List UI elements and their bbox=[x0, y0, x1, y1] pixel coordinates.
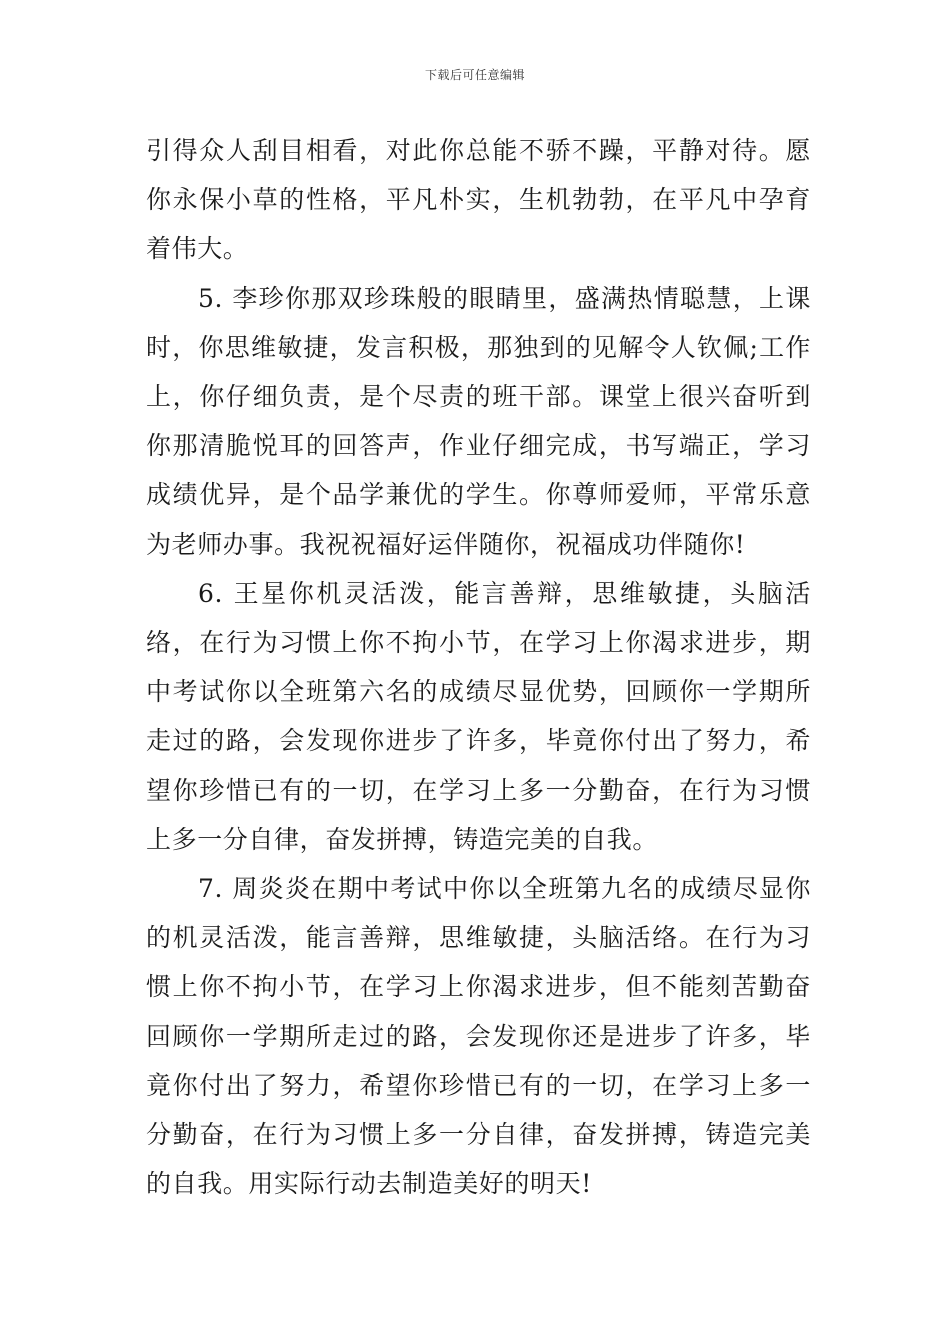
paragraph-continuation: 引得众人刮目相看，对此你总能不骄不躁，平静对待。愿你永保小草的性格，平凡朴实，生机勃勃，在平凡中孕育着伟大。 bbox=[146, 136, 811, 264]
header-note: 下载后可任意编辑 bbox=[424, 68, 525, 82]
paragraph-item-7: 7. 周炎炎在期中考试中你以全班第九名的成绩尽显你的机灵活泼，能言善辩，思维敏捷，头脑活络。在行为习惯上你不拘小节，在学习上你渴求进步，但不能刻苦勤奋回顾你一学期所走过的路，会发现你还是进步了许多，毕竟你付出了努力，希望你珍惜已有的一切，在学习上多一分勤奋，在行为习惯上多一分自律，奋发拼搏，铸造完美的自我。用实际行动去制造美好的明天! bbox=[146, 874, 811, 1199]
paragraph-item-6: 6. 王星你机灵活泼，能言善辩，思维敏捷，头脑活络，在行为习惯上你不拘小节，在学习上你渴求进步，期中考试你以全班第六名的成绩尽显优势，回顾你一学期所走过的路，会发现你进步了许多，毕竟你付出了努力，希望你珍惜已有的一切，在学习上多一分勤奋，在行为习惯上多一分自律，奋发拼搏，铸造完美的自我。 bbox=[146, 578, 811, 854]
document-body bbox=[146, 126, 811, 1208]
paragraph-item-5: 5. 李珍你那双珍珠般的眼睛里，盛满热情聪慧，上课时，你思维敏捷，发言积极，那独到的见解令人钦佩;工作上，你仔细负责，是个尽责的班干部。课堂上很兴奋听到你那清脆悦耳的回答声，作业仔细完成，书写端正，学习成绩优异，是个品学兼优的学生。你尊师爱师，平常乐意为老师办事。我祝祝福好运伴随你，祝福成功伴随你! bbox=[146, 283, 811, 559]
